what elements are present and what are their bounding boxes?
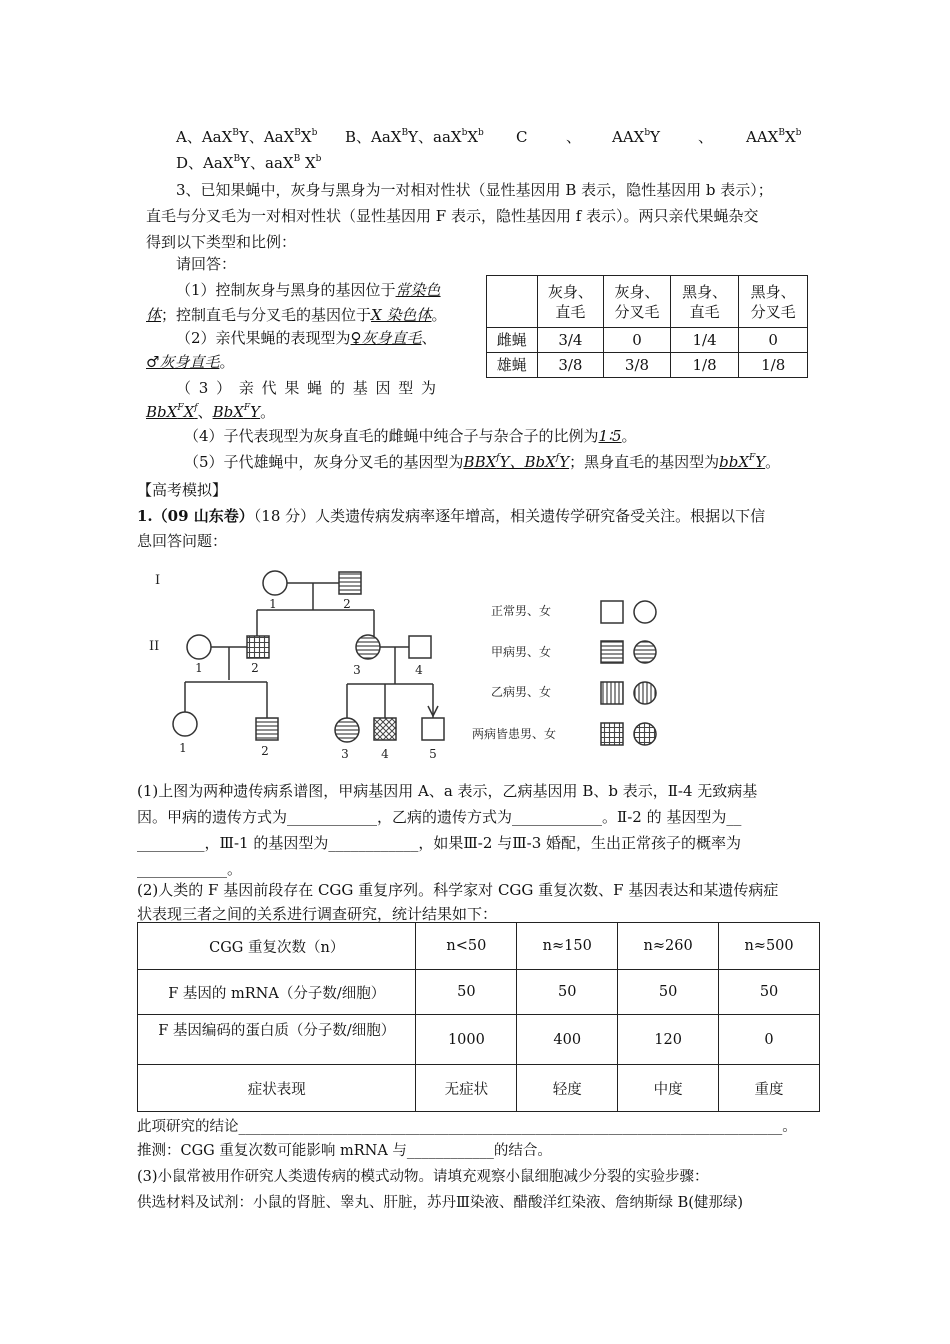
q1-p2-line1: (2)人类的 F 基因前段存在 CGG 重复序列。科学家对 CGG 重复次数、F 基因表达和某遗传病症: [137, 881, 779, 899]
q3-intro-1: 3、已知果蝇中，灰身与黑身为一对相对性状（显性基因用 B 表示，隐性基因用 b 表示）；: [176, 181, 773, 199]
ind-label: 3: [353, 663, 361, 677]
conclusion-line: 此项研究的结论___________________________________________________________________________。: [137, 1119, 797, 1135]
table-row: F 基因编码的蛋白质（分子数/细胞） 1000 400 120 0: [138, 1015, 820, 1065]
q1-p3-line2: 供选材料及试剂：小鼠的肾脏、睾丸、肝脏，苏丹Ⅲ染液、醋酸洋红染液、詹纳斯绿 B(健那绿): [137, 1195, 744, 1211]
answer-mother-genotype: $BbX^FX^f$: [146, 403, 198, 421]
ind-label: 4: [381, 747, 389, 761]
q3-p2-line1: （2）亲代果蝇的表现型为♀灰身直毛、: [176, 329, 437, 347]
q1-p1-line2: 因。甲病的遗传方式为____________，乙病的遗传方式为____________。Ⅱ-2 的 基因型为__: [137, 808, 742, 826]
q1-p3-line1: (3)小鼠常被用作研究人类遗传病的模式动物。请填充观察小鼠细胞减少分裂的实验步骤：: [137, 1169, 709, 1185]
fly-ratio-table: [486, 275, 808, 378]
ind-label: 1: [195, 661, 203, 675]
col-header: 黑身、 分叉毛: [739, 276, 808, 328]
option-c: C: [516, 128, 528, 146]
q1-p1-line3: _________，Ⅲ-1 的基因型为____________，如果Ⅲ-2 与Ⅲ-3 婚配，生出正常孩子的概率为: [137, 834, 742, 852]
q3-p3-line2: $BbX^FX^f$、BbX$^F$Y。: [146, 403, 276, 421]
option-c-geno2: $AAX^BX^b$: [746, 128, 802, 146]
legend-normal: 正常男、女: [491, 604, 552, 618]
gen-label-II: II: [149, 639, 160, 654]
table-corner: [487, 276, 538, 328]
q1-source: （09 山东卷）: [152, 507, 254, 525]
col-header: 灰身、 分叉毛: [604, 276, 671, 328]
gen-label-I: I: [155, 573, 161, 588]
ind-label: 2: [343, 597, 351, 611]
q3-intro-3: 得到以下类型和比例：: [146, 233, 297, 251]
ind-label: 2: [261, 744, 269, 758]
ind-label: 1: [269, 597, 277, 611]
answer-female-phenotype: ♀灰身直毛: [350, 329, 422, 347]
answer-ratio: 1∶5: [598, 427, 622, 445]
legend-disease-b: 乙病男、女: [491, 685, 552, 699]
pedigree-diagram: [137, 560, 667, 765]
col-header: 灰身、 直毛: [537, 276, 604, 328]
answer-autosome-cont: 体: [146, 306, 162, 324]
answer-father-genotype: BbX$^F$Y: [212, 403, 261, 421]
option-c-sep1: 、: [566, 128, 582, 146]
q1-p1-line1: (1)上图为两种遗传病系谱图，甲病基因用 A、a 表示，乙病基因用 B、b 表示，Ⅱ-4 无致病基: [137, 782, 758, 800]
ind-label: 2: [251, 661, 259, 675]
ind-label: 3: [341, 747, 349, 761]
q1-p1-line4: ____________。: [137, 860, 243, 878]
answer-autosome: 常染色: [395, 281, 441, 299]
answer-male-phenotype: ♂灰身直毛: [146, 353, 220, 371]
option-b: B、AaX$^B$Y、$aaX^bX^b$: [345, 128, 484, 146]
ind-label: 4: [415, 663, 423, 677]
answer-black-straight-genotype: bbX$^F$Y: [719, 453, 766, 471]
q3-p1-line2: 体；控制直毛与分叉毛的基因位于X 染色体。: [146, 306, 447, 324]
legend-disease-a: 甲病男、女: [491, 645, 552, 659]
table-row: CGG 重复次数（n） n<50 n≈150 n≈260 n≈500: [138, 923, 820, 970]
ind-label: 5: [429, 747, 437, 761]
option-a: A、AaX$^B$Y、$AaX^BX^b$: [176, 128, 318, 146]
inference-line: 推测：CGG 重复次数可能影响 mRNA 与____________的结合。: [137, 1143, 552, 1159]
q3-intro-2: 直毛与分叉毛为一对相对性状（显性基因用 F 表示，隐性基因用 f 表示）。两只亲代果蝇杂交: [146, 207, 759, 225]
q3-prompt: 请回答：: [176, 255, 237, 273]
legend-both: 两病皆患男、女: [472, 727, 557, 741]
q1-p2-line2: 状表现三者之间的关系进行调查研究，统计结果如下：: [137, 905, 498, 923]
option-c-sep2: 、: [698, 128, 714, 146]
table-row: F 基因的 mRNA（分子数/细胞） 50 50 50 50: [138, 970, 820, 1015]
option-c-geno1: AAX$^b$Y: [612, 128, 661, 146]
table-row: 症状表现 无症状 轻度 中度 重度: [138, 1065, 820, 1112]
q1-line2: 息回答问题：: [137, 532, 228, 550]
q3-p3-line1: （ 3 ） 亲 代 果 蝇 的 基 因 型 为: [176, 379, 436, 397]
answer-grey-forked-genotype: BBX$^f$Y、BbX$^f$Y: [463, 453, 570, 471]
option-d: D、AaX$^B$Y、aaX$^B$ $X^b$: [176, 154, 322, 172]
q1-line1: 1.（09 山东卷）（18 分）人类遗传病发病率逐年增高，相关遗传学研究备受关注。根据以下信: [137, 507, 766, 525]
q3-p5: （5）子代雄蝇中，灰身分叉毛的基因型为BBX$^f$Y、BbX$^f$Y；黑身直毛的基因型为bbX$^F$Y。: [184, 453, 781, 471]
q3-p1-line1: （1）控制灰身与黑身的基因位于常染色: [176, 281, 441, 299]
cgg-table: [137, 922, 820, 1112]
q3-p2-line2: ♂灰身直毛。: [146, 353, 235, 371]
col-header: 黑身、 直毛: [670, 276, 739, 328]
answer-x-chromosome: X 染色体: [371, 306, 432, 324]
ind-label: 1: [179, 741, 187, 755]
section-heading: 【高考模拟】: [137, 481, 228, 499]
table-row: 雌蝇 3/4 0 1/4 0: [487, 328, 808, 353]
q3-p4: （4）子代表现型为灰身直毛的雌蝇中纯合子与杂合子的比例为1∶5。: [184, 427, 637, 445]
table-row: 雄蝇 3/8 3/8 1/8 1/8: [487, 353, 808, 378]
